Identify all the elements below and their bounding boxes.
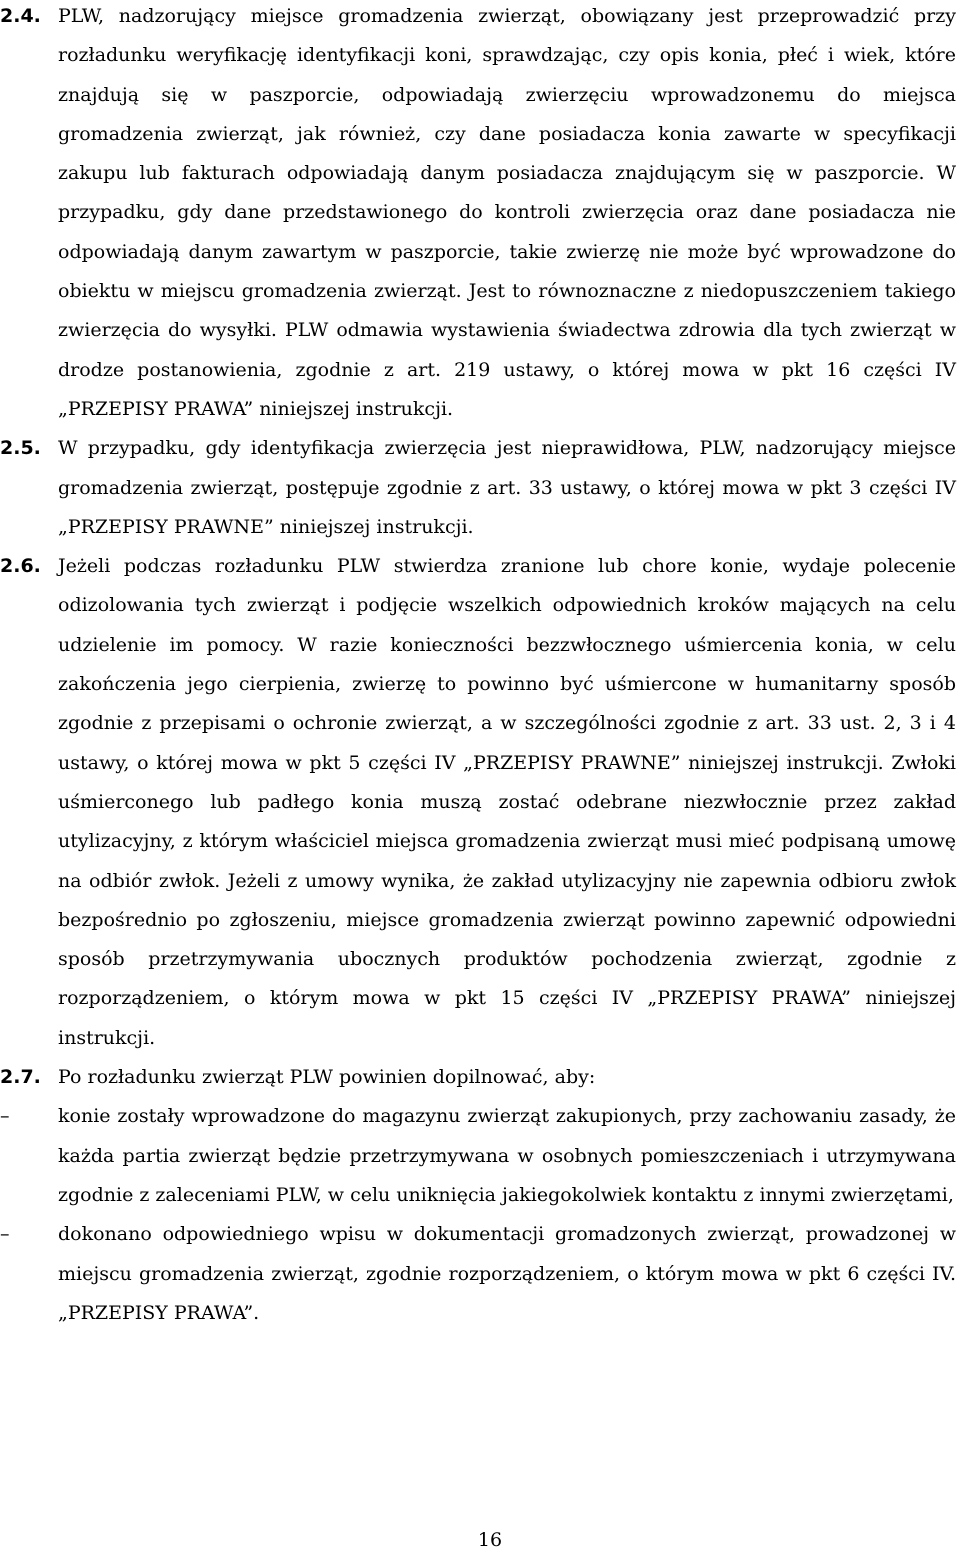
section-text: Po rozładunku zwierząt PLW powinien dopilnować, aby: (58, 1066, 596, 1089)
dash-bullet: – (0, 1223, 10, 1246)
section-number: 2.5. (0, 437, 41, 460)
page-number: 16 (477, 1529, 503, 1551)
section-text: W przypadku, gdy identyfikacja zwierzęcia jest nieprawidłowa, PLW, nadzorujący miejsce gromadzenia zwierząt, postępuje zgodnie z art. 33 ustawy, o której mowa w pkt 3 części IV „PRZEPISY PRAWNE” niniejszej instrukcji. (58, 437, 956, 538)
section-text: Jeżeli podczas rozładunku PLW stwierdza zranione lub chore konie, wydaje polecenie odizolowania tych zwierząt i podjęcie wszelkich odpowiednich kroków mających na celu udzielenie im pomocy. W razie konieczności bezzwłocznego uśmiercenia konia, w celu zakończenia jego cierpienia, zwierzę to powinno być uśmiercone w humanitarny sposób zgodnie z przepisami o ochronie zwierząt, a w szczególności zgodnie z art. 33 ust. 2, 3 i 4 ustawy, o której mowa w pkt 5 części IV „PRZEPISY PRAWNE” niniejszej instrukcji. Zwłoki uśmierconego lub padłego konia muszą zostać odebrane niezwłocznie przez zakład utylizacyjny, z którym właściciel miejsca gromadzenia zwierząt musi mieć podpisaną umowę na odbiór zwłok. Jeżeli z umowy wynika, że zakład utylizacyjny nie zapewnia odbioru zwłok bezpośrednio po zgłoszeniu, miejsce gromadzenia zwierząt powinno zapewnić odpowiedni sposób przetrzymywania ubocznych produktów pochodzenia zwierząt, zgodnie z rozporządzeniem, o którym mowa w pkt 15 części IV „PRZEPISY PRAWA” niniejszej instrukcji. (58, 555, 956, 1049)
section-number: 2.4. (0, 5, 41, 27)
section-number: 2.6. (0, 555, 41, 578)
list-item-text: dokonano odpowiedniego wpisu w dokumentacji gromadzonych zwierząt, prowadzonej w miejscu gromadzenia zwierząt, zgodnie rozporządzeniem, o którym mowa w pkt 6 części IV. „PRZEPISY PRAWA”. (58, 1223, 956, 1324)
dash-bullet: – (0, 1105, 10, 1128)
list-item (0, 1097, 960, 1215)
section-2-4 (0, 0, 960, 429)
section-2-6 (0, 547, 960, 1058)
list-item (0, 1215, 960, 1333)
section-2-7 (0, 1058, 960, 1097)
list-item-text: konie zostały wprowadzone do magazynu zwierząt zakupionych, przy zachowaniu zasady, że każda partia zwierząt będzie przetrzymywana w osobnych pomieszczeniach i utrzymywana zgodnie z zaleceniami PLW, w celu uniknięcia jakiegokolwiek kontaktu z innymi zwierzętami, (58, 1105, 956, 1206)
section-text: PLW, nadzorujący miejsce gromadzenia zwierząt, obowiązany jest przeprowadzić przy rozładunku weryfikację identyfikacji koni, sprawdzając, czy opis konia, płeć i wiek, które znajdują się w paszporcie, odpowiadają zwierzęciu wprowadzonemu do miejsca gromadzenia zwierząt, jak również, czy dane posiadacza konia zawarte w specyfikacji zakupu lub fakturach odpowiadają danym posiadacza znajdującym się w paszporcie. W przypadku, gdy dane przedstawionego do kontroli zwierzęcia oraz dane posiadacza nie odpowiadają danym zawartym w paszporcie, takie zwierzę nie może być wprowadzone do obiektu w miejscu gromadzenia zwierząt. Jest to równoznaczne z niedopuszczeniem takiego zwierzęcia do wysyłki. PLW odmawia wystawienia świadectwa zdrowia dla tych zwierząt w drodze postanowienia, zgodnie z art. 219 ustawy, o której mowa w pkt 16 części IV „PRZEPISY PRAWA” niniejszej instrukcji. (58, 5, 956, 420)
section-2-5 (0, 429, 960, 547)
section-number: 2.7. (0, 1066, 41, 1089)
page-footer (0, 1528, 960, 1552)
